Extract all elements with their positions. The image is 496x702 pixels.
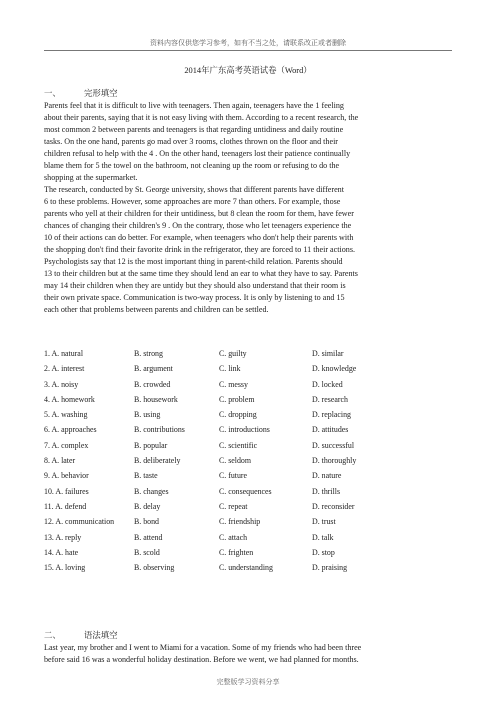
option-row [44, 502, 464, 517]
passage-line: each other that problems between parents and children can be settled. [44, 305, 269, 314]
passage-line: the shopping don't find their favorite drink in the refrigerator, they are forced to 11 their actions. [44, 245, 355, 254]
passage-line: before said 16 was a wonderful holiday destination. Before we went, we had planned for months. [44, 655, 359, 664]
option-a: 3. A. noisy [44, 379, 79, 389]
section-number: 二、 [44, 631, 61, 640]
option-b: B. popular [134, 440, 168, 450]
option-row [44, 487, 464, 502]
option-row [44, 533, 464, 548]
passage-line: their own private space. Communication is two-way process. It is only by listening to and 15 [44, 293, 345, 302]
option-b: B. bond [134, 517, 159, 527]
passage-line: 10 of their actions can do better. For example, when teenagers who don't help their parents with [44, 233, 354, 242]
passage-line: Psychologists say that 12 is the most important thing in parent-child relation. Parents should [44, 257, 343, 266]
option-c: C. consequences [219, 486, 272, 496]
option-a: 9. A. behavior [44, 471, 89, 481]
option-a: 7. A. complex [44, 440, 89, 450]
passage-line: about their parents, saying that it is not easy living with them. According to a recent research, the [44, 113, 359, 122]
section-label: 完形填空 [84, 89, 118, 98]
option-c: C. future [219, 471, 248, 481]
header-divider [44, 50, 452, 51]
passage-line: Last year, my brother and I went to Miami for a vacation. Some of my friends who had been three [44, 643, 362, 652]
option-d: D. stop [312, 547, 335, 557]
option-c: C. introductions [219, 425, 270, 435]
option-c: C. attach [219, 532, 248, 542]
passage-line: The research, conducted by St. George university, shows that different parents have different [44, 185, 344, 194]
option-a: 8. A. later [44, 456, 76, 466]
option-d: D. attitudes [312, 425, 349, 435]
option-b: B. housework [134, 394, 178, 404]
option-c: C. frighten [219, 547, 254, 557]
option-b: B. scold [134, 547, 160, 557]
option-b: B. contributions [134, 425, 185, 435]
option-d: D. successful [312, 440, 355, 450]
option-row [44, 395, 464, 410]
option-d: D. talk [312, 532, 334, 542]
cloze-passage [44, 100, 456, 316]
document-title: 2014年广东高考英语试卷（Word） [184, 66, 312, 75]
option-row [44, 456, 464, 471]
header-note: 资料内容仅供您学习参考，如有不当之处，请联系改正或者删除 [150, 39, 346, 47]
passage-line: most common 2 between parents and teenagers is that regarding untidiness and daily routine [44, 125, 344, 134]
option-a: 4. A. homework [44, 394, 95, 404]
passage-line: blame them for 5 the towel on the bathroom, not cleaning up the room or refusing to do the [44, 161, 340, 170]
option-c: C. guilty [219, 349, 247, 358]
option-a: 6. A. approaches [44, 425, 97, 435]
option-c: C. understanding [219, 563, 273, 573]
option-d: D. thoroughly [312, 456, 357, 466]
option-row [44, 517, 464, 532]
option-d: D. research [312, 394, 348, 404]
passage-line: parents who yell at their children for their untidiness, but 8 clean the room for them, have fewer [44, 209, 354, 218]
passage-line: 13 to their children but at the same time they should lend an ear to what they have to say. Parents [44, 269, 358, 278]
option-d: D. praising [312, 563, 348, 573]
section-heading-cloze [44, 87, 118, 99]
section-number: 一、 [44, 89, 61, 98]
option-a: 1. A. natural [44, 349, 84, 358]
option-c: C. scientific [219, 440, 258, 450]
option-row [44, 425, 464, 440]
section-label: 语法填空 [84, 631, 118, 640]
passage-line: tasks. On the one hand, parents go mad over 3 rooms, clothes thrown on the floor and their [44, 137, 339, 146]
option-b: B. deliberately [134, 456, 181, 466]
option-b: B. taste [134, 471, 158, 481]
option-d: D. thrills [312, 486, 341, 496]
option-a: 11. A. defend [44, 501, 87, 511]
option-d: D. trust [312, 517, 336, 527]
option-b: B. attend [134, 532, 163, 542]
option-c: C. problem [219, 394, 255, 404]
option-d: D. nature [312, 471, 342, 481]
option-b: B. crowded [134, 379, 171, 389]
option-d: D. locked [312, 379, 343, 389]
option-b: B. strong [134, 349, 163, 358]
option-row [44, 441, 464, 456]
option-b: B. argument [134, 364, 173, 374]
option-d: D. knowledge [312, 364, 357, 374]
option-c: C. messy [219, 379, 248, 389]
option-a: 5. A. washing [44, 410, 88, 420]
option-b: B. observing [134, 563, 175, 573]
option-a: 2. A. interest [44, 364, 85, 374]
option-b: B. changes [134, 486, 169, 496]
option-a: 12. A. communication [44, 517, 115, 527]
section-heading-grammar [44, 629, 118, 641]
option-c: C. dropping [219, 410, 257, 420]
option-row [44, 548, 464, 563]
option-a: 13. A. reply [44, 532, 82, 542]
option-d: D. replacing [312, 410, 351, 420]
passage-line: shopping at the supermarket. [44, 173, 138, 182]
passage-line: Parents feel that it is difficult to live with teenagers. Then again, teenagers have the 1 feeling [44, 101, 344, 110]
option-c: C. repeat [219, 501, 248, 511]
option-d: D. reconsider [312, 501, 355, 511]
option-row [44, 410, 464, 425]
passage-line: chances of changing their children's 9 . On the contrary, those who let teenagers experience the [44, 221, 352, 230]
option-c: C. seldom [219, 456, 252, 466]
option-b: B. delay [134, 501, 161, 511]
option-row [44, 364, 464, 379]
option-a: 10. A. failures [44, 486, 89, 496]
footer-note: 完整版学习资料分享 [216, 678, 280, 686]
passage-line: may 14 their children when they are untidy but they should also understand that their room is [44, 281, 346, 290]
option-a: 14. A. hate [44, 547, 79, 557]
option-a: 15. A. loving [44, 563, 86, 573]
option-row [44, 563, 464, 578]
answer-options [44, 349, 464, 578]
option-row [44, 380, 464, 395]
option-b: B. using [134, 410, 161, 420]
option-c: C. link [219, 364, 241, 374]
option-d: D. similar [312, 349, 344, 358]
passage-line: children refusal to help with the 4 . On the other hand, teenagers lost their patience continually [44, 149, 351, 158]
option-row [44, 471, 464, 486]
passage-line: 6 to these problems. However, some approaches are more 7 than others. For example, those [44, 197, 341, 206]
option-row [44, 349, 464, 364]
option-c: C. friendship [219, 517, 261, 527]
grammar-passage [44, 642, 456, 666]
